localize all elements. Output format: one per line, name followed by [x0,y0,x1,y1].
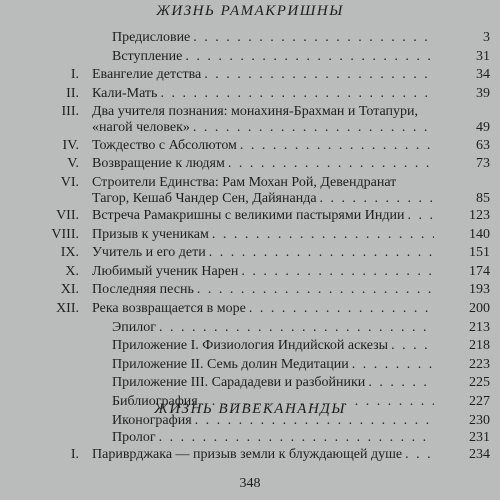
dot-leader [352,357,434,373]
chapter-number: IV. [62,137,79,153]
entry-title [112,49,437,65]
section-title: ЖИЗНЬ ВИВЕКАНАНДЫ [154,401,346,417]
entry-title [92,67,437,83]
entry-title-line: Встреча Рамакришны с великими пастырями Индии [92,208,405,223]
entry-title-line: Предисловие [112,30,191,45]
entry-title-line: Библиография [112,394,198,409]
entry-page-number: 231 [469,430,490,445]
entry-title-line: Евангелие детства [92,67,202,83]
entry-title-line: Учитель и его дети [92,245,206,261]
entry-title-line: Приложение III. Сарададеви и разбойники [112,375,366,391]
entry-title [112,430,437,446]
entry-page-number: 200 [469,301,490,316]
entry-page-number: 123 [469,208,490,223]
dot-leader [320,191,434,207]
entry-page-number: 218 [469,338,490,354]
dot-leader [159,430,434,446]
entry-title-line: Пролог [112,430,156,445]
entry-page-number: 73 [476,156,490,172]
entry-title [92,264,437,280]
entry-title-line: «нагой человек» [92,120,190,136]
chapter-number: II. [66,85,79,101]
entry-title-line: Париврджака — призыв земли к блуждающей душе [92,447,403,462]
dot-leader [228,156,434,172]
dot-leader [212,227,434,243]
entry-title-line: Приложение II. Семь долин Медитации [112,356,349,372]
entry-title [92,104,437,136]
entry-page-number: 227 [469,394,490,409]
dot-leader [204,67,434,83]
chapter-number: X. [65,263,79,279]
dot-leader [209,245,434,261]
entry-title [92,175,437,207]
dot-leader [407,208,434,224]
dot-leader [249,301,434,317]
entry-title-line: Два учителя познания: монахиня-Брахман и Тотапури, [92,104,419,120]
entry-title-line: Возвращение к людям [92,156,225,172]
entry-title-line: Эпилог [112,319,156,335]
dot-leader [368,375,434,391]
entry-title-line: Тагор, Кешаб Чандер Сен, Дайянанда [92,190,317,206]
entry-title [112,30,437,46]
entry-title [92,301,437,317]
entry-page-number: 34 [476,67,490,83]
entry-title [92,245,437,261]
dot-leader [240,138,434,154]
entry-title-line: Строители Единства: Рам Мохан Рой, Девендранат [92,174,397,190]
dot-leader [193,30,434,46]
entry-title-line: Вступление [112,48,183,64]
dot-leader [197,282,434,298]
entry-page-number: 140 [469,226,490,242]
entry-title [92,138,437,154]
dot-leader [405,447,434,463]
chapter-number: III. [61,104,79,120]
entry-title-line: Река возвращается в море [92,301,246,316]
entry-title [112,320,437,336]
entry-title [92,282,437,298]
entry-page-number: 213 [469,319,490,335]
entry-title-line: Иконография [112,412,192,428]
section-title: ЖИЗНЬ РАМАКРИШНЫ [156,3,344,19]
entry-title-line: Кали-Мать [92,85,158,101]
entry-title [92,447,437,463]
entry-page-number: 223 [469,356,490,372]
chapter-number: V. [67,156,79,172]
page-number: 348 [239,476,261,491]
chapter-number: VII. [56,208,79,223]
dot-leader [193,120,434,136]
entry-title-line: Призыв к ученикам [92,226,209,242]
entry-title [92,156,437,172]
chapter-number: IX. [60,245,79,261]
entry-page-number: 85 [476,190,490,206]
dot-leader [160,86,434,102]
entry-title [92,227,437,243]
entry-title-line: Тождество с Абсолютом [92,137,237,153]
entry-page-number: 31 [476,48,490,64]
dot-leader [185,49,434,65]
chapter-number: XI. [60,282,79,298]
entry-title-line: Последняя песнь [92,282,194,298]
entry-title [92,86,437,102]
dot-leader [159,320,434,336]
entry-page-number: 234 [469,447,490,462]
chapter-number: VI. [60,174,79,190]
entry-title-line: Приложение I. Физиология Индийской аскезы [112,338,389,354]
entry-page-number: 39 [476,85,490,101]
chapter-number: XII. [56,301,79,316]
dot-leader [391,338,434,354]
entry-page-number: 230 [469,412,490,428]
entry-title-line: Любимый ученик Нарен [92,263,239,279]
entry-title [112,338,437,354]
entry-page-number: 3 [483,30,490,45]
entry-page-number: 193 [469,282,490,298]
entry-title [112,357,437,373]
chapter-number: I. [70,67,79,83]
entry-page-number: 151 [469,245,490,261]
entry-page-number: 63 [476,137,490,153]
entry-page-number: 225 [469,375,490,391]
entry-title [92,208,437,224]
dot-leader [241,264,434,280]
chapter-number: VIII. [51,226,79,242]
entry-page-number: 174 [469,263,490,279]
entry-title [112,375,437,391]
entry-page-number: 49 [476,120,490,136]
chapter-number: I. [70,447,79,462]
